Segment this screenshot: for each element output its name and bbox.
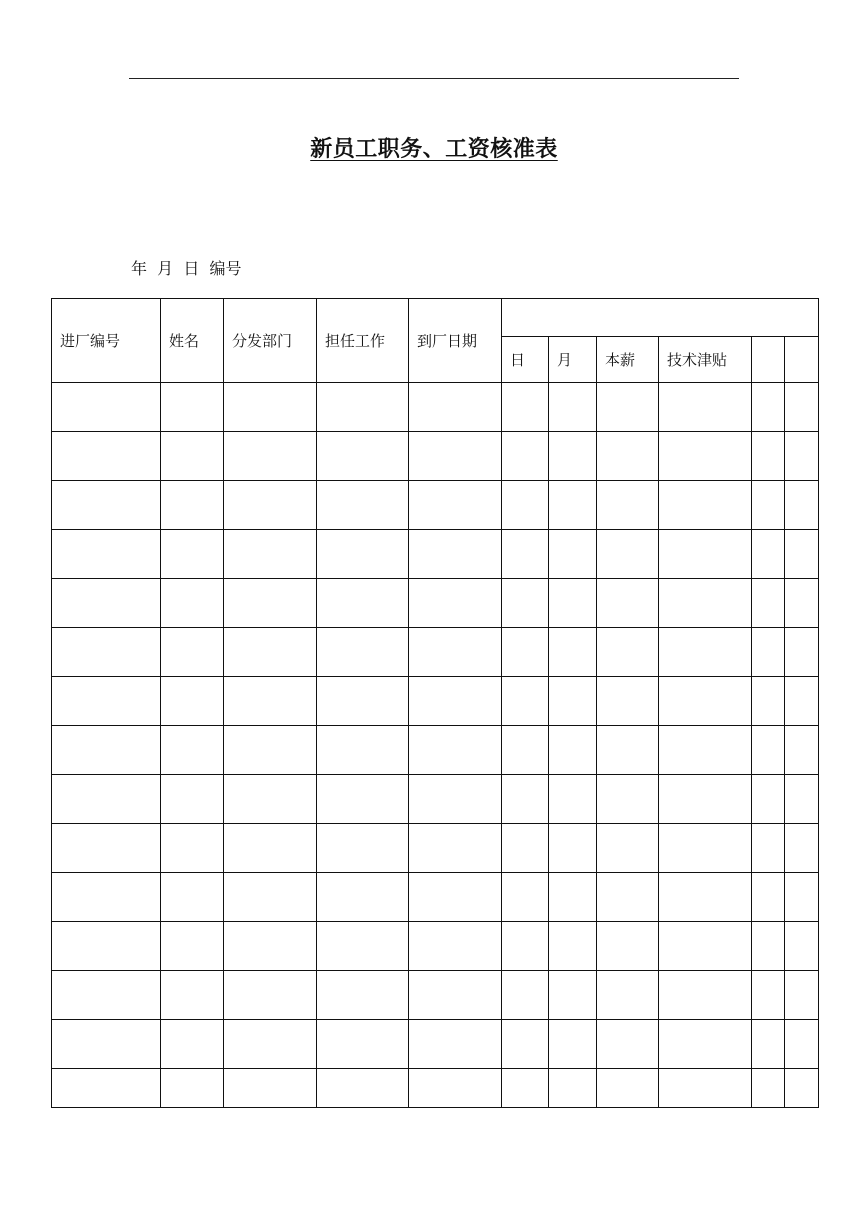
table-cell [52, 922, 161, 971]
table-cell [659, 530, 752, 579]
table-cell [659, 628, 752, 677]
document-title [0, 132, 868, 163]
table-cell [785, 922, 819, 971]
table-cell [659, 432, 752, 481]
table-cell [317, 481, 409, 530]
table-cell [785, 677, 819, 726]
table-cell [597, 971, 659, 1020]
table-cell [752, 775, 785, 824]
table-cell [597, 677, 659, 726]
table-cell [659, 481, 752, 530]
table-row [52, 628, 819, 677]
table-cell [502, 1020, 549, 1069]
table-cell [52, 677, 161, 726]
table-cell [549, 1020, 597, 1069]
table-cell [409, 726, 502, 775]
table-cell [224, 873, 317, 922]
table-cell [549, 628, 597, 677]
table-cell [785, 628, 819, 677]
table-cell [785, 971, 819, 1020]
table-cell [785, 1069, 819, 1108]
table-cell [502, 775, 549, 824]
table-cell [597, 775, 659, 824]
header-arrival-date-label: 到厂日期 [417, 332, 478, 350]
table-cell [409, 824, 502, 873]
table-cell [785, 383, 819, 432]
table-cell [52, 971, 161, 1020]
header-entry-no-label: 进厂编号 [60, 332, 121, 350]
table-cell [597, 481, 659, 530]
table-cell [317, 383, 409, 432]
table-cell [409, 971, 502, 1020]
document-title-text: 新员工职务、工资核准表 [310, 136, 558, 162]
header-department-label: 分发部门 [232, 332, 293, 350]
table-cell [224, 481, 317, 530]
header-department [224, 299, 317, 383]
table-cell [161, 775, 224, 824]
header-job [317, 299, 409, 383]
table-cell [161, 579, 224, 628]
table-cell [549, 383, 597, 432]
table-cell [549, 432, 597, 481]
date-number-line: 年 月 日 编号 [131, 259, 242, 278]
table-cell [752, 628, 785, 677]
table-cell [549, 677, 597, 726]
header-day [502, 337, 549, 383]
table-cell [752, 1020, 785, 1069]
table-cell [409, 530, 502, 579]
table-cell [161, 1020, 224, 1069]
table-cell [597, 383, 659, 432]
table-cell [161, 1069, 224, 1108]
table-cell [549, 530, 597, 579]
table-cell [752, 1069, 785, 1108]
table-cell [317, 1069, 409, 1108]
table-cell [502, 383, 549, 432]
table-cell [161, 824, 224, 873]
header-blank-2 [785, 337, 819, 383]
table-cell [409, 579, 502, 628]
table-cell [224, 922, 317, 971]
table-cell [52, 775, 161, 824]
approval-table [51, 298, 819, 1108]
table-body [52, 383, 819, 1108]
table-cell [785, 579, 819, 628]
table-cell [224, 383, 317, 432]
table-cell [224, 1020, 317, 1069]
table-cell [161, 873, 224, 922]
table-cell [317, 677, 409, 726]
table-cell [224, 971, 317, 1020]
table-cell [752, 530, 785, 579]
table-cell [502, 628, 549, 677]
table-cell [752, 432, 785, 481]
table-cell [224, 579, 317, 628]
table-cell [785, 824, 819, 873]
table-cell [161, 432, 224, 481]
table-cell [52, 530, 161, 579]
table-cell [597, 873, 659, 922]
header-name-label: 姓名 [169, 332, 200, 350]
table-cell [317, 530, 409, 579]
table-cell [317, 873, 409, 922]
table-cell [659, 971, 752, 1020]
header-tech-allowance-label: 技术津贴 [667, 351, 728, 369]
table-cell [659, 677, 752, 726]
table-cell [752, 971, 785, 1020]
table-cell [409, 775, 502, 824]
table-cell [597, 824, 659, 873]
table-cell [785, 726, 819, 775]
table-cell [224, 432, 317, 481]
table-cell [597, 579, 659, 628]
table-cell [52, 824, 161, 873]
table-cell [549, 726, 597, 775]
table-row [52, 971, 819, 1020]
header-entry-no [52, 299, 161, 383]
table-row [52, 726, 819, 775]
table-cell [659, 1020, 752, 1069]
table-cell [317, 775, 409, 824]
header-month-label: 月 [557, 351, 573, 369]
table-cell [409, 1020, 502, 1069]
table-cell [549, 481, 597, 530]
table-cell [549, 971, 597, 1020]
table-cell [409, 628, 502, 677]
table-cell [597, 628, 659, 677]
table-cell [752, 481, 785, 530]
table-row [52, 530, 819, 579]
table-cell [785, 873, 819, 922]
table-cell [752, 824, 785, 873]
table-cell [785, 481, 819, 530]
table-cell [502, 481, 549, 530]
table-cell [224, 628, 317, 677]
table-cell [317, 922, 409, 971]
table-cell [317, 1020, 409, 1069]
table-cell [549, 579, 597, 628]
table-cell [409, 1069, 502, 1108]
table-cell [597, 922, 659, 971]
table-cell [597, 530, 659, 579]
table-cell [409, 873, 502, 922]
table-cell [502, 677, 549, 726]
table-cell [224, 677, 317, 726]
table-cell [597, 1069, 659, 1108]
table-row [52, 383, 819, 432]
table-cell [502, 432, 549, 481]
table-cell [161, 922, 224, 971]
table-cell [752, 726, 785, 775]
table-cell [161, 628, 224, 677]
table-cell [161, 481, 224, 530]
table-cell [502, 922, 549, 971]
table-row [52, 579, 819, 628]
table-row [52, 824, 819, 873]
table-cell [549, 922, 597, 971]
table-cell [224, 726, 317, 775]
table-row [52, 922, 819, 971]
table-cell [659, 824, 752, 873]
header-tech-allowance [659, 337, 752, 383]
header-base-salary [597, 337, 659, 383]
table-cell [659, 775, 752, 824]
table-cell [52, 383, 161, 432]
table-cell [597, 432, 659, 481]
table-row [52, 775, 819, 824]
table-row [52, 677, 819, 726]
table-cell [659, 383, 752, 432]
table-cell [161, 383, 224, 432]
table-row [52, 432, 819, 481]
table-row [52, 481, 819, 530]
table-cell [52, 873, 161, 922]
table-cell [752, 383, 785, 432]
header-day-label: 日 [510, 351, 526, 369]
table-cell [659, 922, 752, 971]
table-cell [52, 726, 161, 775]
header-blank-1 [752, 337, 785, 383]
table-cell [409, 677, 502, 726]
table-cell [659, 873, 752, 922]
table-cell [52, 481, 161, 530]
table-cell [409, 383, 502, 432]
table-cell [502, 971, 549, 1020]
header-job-label: 担任工作 [325, 332, 386, 350]
table-cell [597, 726, 659, 775]
table-cell [317, 579, 409, 628]
header-arrival-date [409, 299, 502, 383]
table-cell [409, 922, 502, 971]
table-cell [317, 824, 409, 873]
table-cell [549, 1069, 597, 1108]
table-cell [752, 873, 785, 922]
table-cell [52, 1069, 161, 1108]
table-cell [224, 530, 317, 579]
table-cell [52, 628, 161, 677]
table-cell [549, 775, 597, 824]
table-cell [659, 1069, 752, 1108]
table-cell [161, 726, 224, 775]
table-cell [502, 873, 549, 922]
table-cell [549, 873, 597, 922]
table-cell [161, 530, 224, 579]
table-cell [52, 1020, 161, 1069]
table-cell [752, 922, 785, 971]
table-cell [161, 677, 224, 726]
table-cell [502, 726, 549, 775]
table-cell [317, 432, 409, 481]
table-cell [659, 579, 752, 628]
table-cell [52, 579, 161, 628]
table-row [52, 873, 819, 922]
table-row [52, 1069, 819, 1108]
table-cell [224, 1069, 317, 1108]
table-cell [224, 824, 317, 873]
table-cell [161, 971, 224, 1020]
table-cell [224, 775, 317, 824]
table-cell [752, 677, 785, 726]
table-row [52, 1020, 819, 1069]
header-group-blank [502, 299, 819, 337]
top-rule [129, 78, 739, 79]
table-cell [502, 530, 549, 579]
table-cell [409, 481, 502, 530]
table-cell [785, 775, 819, 824]
table-cell [502, 579, 549, 628]
table-cell [52, 432, 161, 481]
table-cell [317, 971, 409, 1020]
table-cell [502, 1069, 549, 1108]
table-cell [317, 628, 409, 677]
table-cell [502, 824, 549, 873]
header-base-salary-label: 本薪 [605, 351, 636, 369]
table-cell [597, 1020, 659, 1069]
table-cell [785, 1020, 819, 1069]
table-cell [549, 824, 597, 873]
table-cell [317, 726, 409, 775]
table-cell [409, 432, 502, 481]
table-cell [659, 726, 752, 775]
header-name [161, 299, 224, 383]
table-cell [752, 579, 785, 628]
table-cell [785, 432, 819, 481]
table-cell [785, 530, 819, 579]
table-header-row [52, 299, 819, 337]
header-month [549, 337, 597, 383]
